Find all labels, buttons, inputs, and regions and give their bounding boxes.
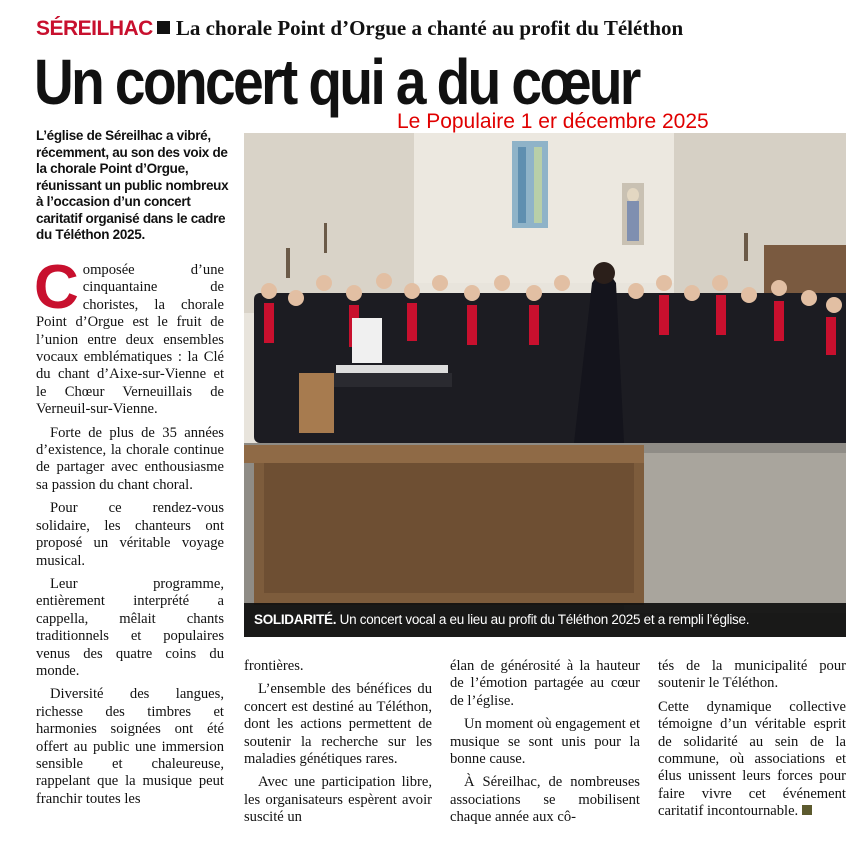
article-column-1 <box>34 253 224 814</box>
paragraph: Diversité des langues, richesse des timbres et harmonies soignées ont été offert au public une immersion sensible et chaleureuse, rappelant que la musique peut franchir toutes les <box>36 686 224 807</box>
square-bullet-icon <box>157 21 170 34</box>
paragraph: L’ensemble des bénéfices du concert est destiné au Téléthon, dont les actions permettent de soutenir la recherche sur les maladies génétiques rares. <box>244 681 432 768</box>
paragraph: élan de générosité à la hauteur de l’émotion partagée au cœur de l’église. <box>450 658 640 709</box>
paragraph: frontières. <box>244 658 304 674</box>
paragraph: tés de la municipalité pour soutenir le Téléthon. <box>658 658 846 692</box>
photo-caption <box>244 603 846 637</box>
headline: Un concert qui a du cœur <box>34 46 639 118</box>
kicker-subtitle: La chorale Point d’Orgue a chanté au profit du Téléthon <box>175 16 684 40</box>
choir-photo <box>244 133 846 637</box>
article-column-2 <box>244 658 432 833</box>
source-note: Le Populaire 1 er décembre 2025 <box>397 110 709 133</box>
paragraph: Avec une participation libre, les organisateurs espèrent avoir suscité un <box>244 774 432 826</box>
kicker-location: SÉREILHAC <box>36 17 153 40</box>
caption-label: SOLIDARITÉ. <box>254 612 337 627</box>
paragraph <box>34 253 224 419</box>
caption-text: Un concert vocal a eu lieu au profit du Téléthon 2025 et a rempli l’église. <box>339 612 750 627</box>
paragraph: Un moment où engagement et musique se sont unis pour la bonne cause. <box>450 716 640 768</box>
article-column-3 <box>450 658 640 833</box>
paragraph: À Séreilhac, de nombreuses associations se mobilisent chaque année aux cô- <box>450 774 640 826</box>
paragraph: Forte de plus de 35 années d’existence, la chorale continue de partager avec enthousiasme sa passion du chant choral. <box>36 424 224 493</box>
dropcap: C <box>34 253 79 322</box>
paragraph <box>658 699 846 821</box>
end-mark-icon <box>802 805 812 815</box>
choir-photo-illustration <box>244 133 846 637</box>
kicker <box>36 14 683 42</box>
paragraph-text: Cette dynamique collective témoigne d’un véritable esprit de solidarité au sein de la commune, où associations et élus unissent leurs forces pour faire vivre cet événement caritatif incontournable. <box>658 698 846 820</box>
paragraph: Leur programme, entièrement interprété a cappella, mêlait chants traditionnels et populaires venus des quatre coins du monde. <box>36 575 224 679</box>
article-column-4 <box>658 658 846 827</box>
lede: L’église de Séreilhac a vibré, récemment, au son des voix de la chorale Point d’Orgue, réunissant un public nombreux à l’occasion d’un concert caritatif organisé dans le cadre du Téléthon 2025. <box>36 128 229 242</box>
paragraph-text: omposée d’une cinquantaine de choristes, la chorale Point d’Orgue est le fruit de l’union entre deux ensembles vocaux emblématiques : la Clé du chant d’Aixe-sur-Vienne et le Chœur Verneuillais de Verneuil-sur-Vienne. <box>36 262 224 418</box>
paragraph: Pour ce rendez-vous solidaire, les chanteurs ont proposé un véritable voyage musical. <box>36 500 224 569</box>
